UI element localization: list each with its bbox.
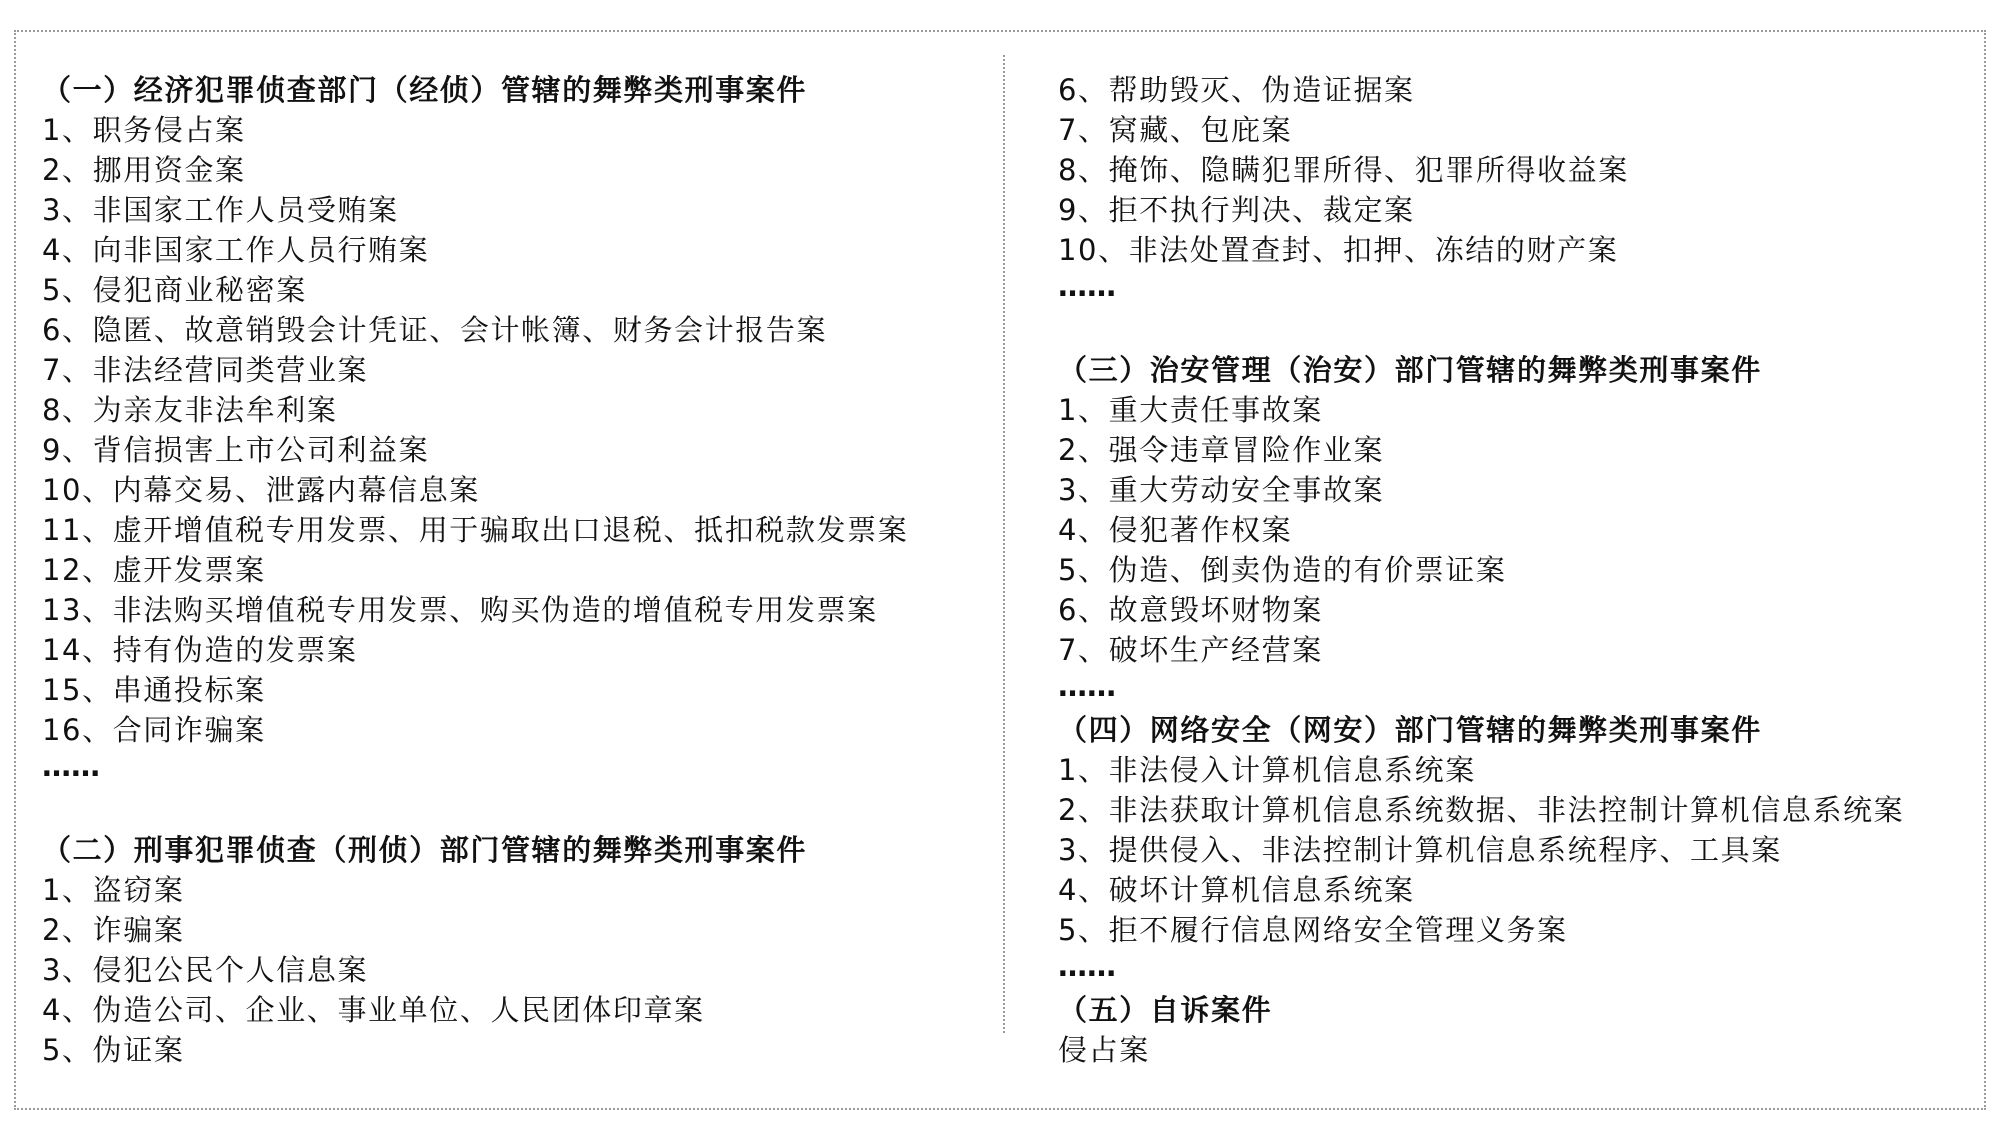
section-4-ellipsis: …… <box>1058 949 1116 983</box>
section-4-title: （四）网络安全（网安）部门管辖的舞弊类刑事案件 <box>1058 713 1762 747</box>
list-item: 4、向非国家工作人员行贿案 <box>42 233 430 267</box>
list-item: 1、非法侵入计算机信息系统案 <box>1058 753 1476 787</box>
list-item: 6、帮助毁灭、伪造证据案 <box>1058 73 1415 107</box>
right-column <box>1058 70 1978 1070</box>
section-5-title: （五）自诉案件 <box>1058 993 1273 1027</box>
list-item: 侵占案 <box>1058 1033 1150 1067</box>
list-item: 5、伪造、倒卖伪造的有价票证案 <box>1058 553 1507 587</box>
list-item: 3、提供侵入、非法控制计算机信息系统程序、工具案 <box>1058 833 1782 867</box>
section-1-ellipsis: …… <box>42 749 100 783</box>
list-item: 7、破坏生产经营案 <box>1058 633 1323 667</box>
section-2-ellipsis: …… <box>1058 269 1116 303</box>
list-item: 4、侵犯著作权案 <box>1058 513 1293 547</box>
list-item: 7、非法经营同类营业案 <box>42 353 369 387</box>
list-item: 2、诈骗案 <box>42 913 185 947</box>
left-column <box>42 70 992 1070</box>
list-item: 9、拒不执行判决、裁定案 <box>1058 193 1415 227</box>
list-item: 5、伪证案 <box>42 1033 185 1067</box>
list-item: 4、破坏计算机信息系统案 <box>1058 873 1415 907</box>
list-item: 14、持有伪造的发票案 <box>42 633 358 667</box>
section-2-title: （二）刑事犯罪侦查（刑侦）部门管辖的舞弊类刑事案件 <box>42 833 808 867</box>
list-item: 3、重大劳动安全事故案 <box>1058 473 1385 507</box>
list-item: 2、强令违章冒险作业案 <box>1058 433 1385 467</box>
list-item: 3、侵犯公民个人信息案 <box>42 953 369 987</box>
list-item: 7、窝藏、包庇案 <box>1058 113 1293 147</box>
list-item: 3、非国家工作人员受贿案 <box>42 193 399 227</box>
list-item: 9、背信损害上市公司利益案 <box>42 433 430 467</box>
list-item: 1、盗窃案 <box>42 873 185 907</box>
list-item: 13、非法购买增值税专用发票、购买伪造的增值税专用发票案 <box>42 593 878 627</box>
section-3-title: （三）治安管理（治安）部门管辖的舞弊类刑事案件 <box>1058 353 1762 387</box>
list-item: 8、掩饰、隐瞒犯罪所得、犯罪所得收益案 <box>1058 153 1629 187</box>
list-item: 11、虚开增值税专用发票、用于骗取出口退税、抵扣税款发票案 <box>42 513 909 547</box>
list-item: 4、伪造公司、企业、事业单位、人民团体印章案 <box>42 993 705 1027</box>
list-item: 1、重大责任事故案 <box>1058 393 1323 427</box>
list-item: 15、串通投标案 <box>42 673 266 707</box>
list-item: 2、挪用资金案 <box>42 153 246 187</box>
section-1-title: （一）经济犯罪侦查部门（经侦）管辖的舞弊类刑事案件 <box>42 73 808 107</box>
list-item: 5、侵犯商业秘密案 <box>42 273 307 307</box>
section-3-ellipsis: …… <box>1058 669 1116 703</box>
list-item: 6、故意毁坏财物案 <box>1058 593 1323 627</box>
column-divider <box>1003 55 1005 1033</box>
section-gap <box>42 790 992 830</box>
section-gap <box>1058 310 1978 350</box>
list-item: 16、合同诈骗案 <box>42 713 266 747</box>
list-item: 5、拒不履行信息网络安全管理义务案 <box>1058 913 1568 947</box>
list-item: 1、职务侵占案 <box>42 113 246 147</box>
list-item: 10、内幕交易、泄露内幕信息案 <box>42 473 480 507</box>
list-item: 8、为亲友非法牟利案 <box>42 393 338 427</box>
list-item: 6、隐匿、故意销毁会计凭证、会计帐簿、财务会计报告案 <box>42 313 828 347</box>
list-item: 12、虚开发票案 <box>42 553 266 587</box>
list-item: 10、非法处置查封、扣押、冻结的财产案 <box>1058 233 1619 267</box>
list-item: 2、非法获取计算机信息系统数据、非法控制计算机信息系统案 <box>1058 793 1905 827</box>
